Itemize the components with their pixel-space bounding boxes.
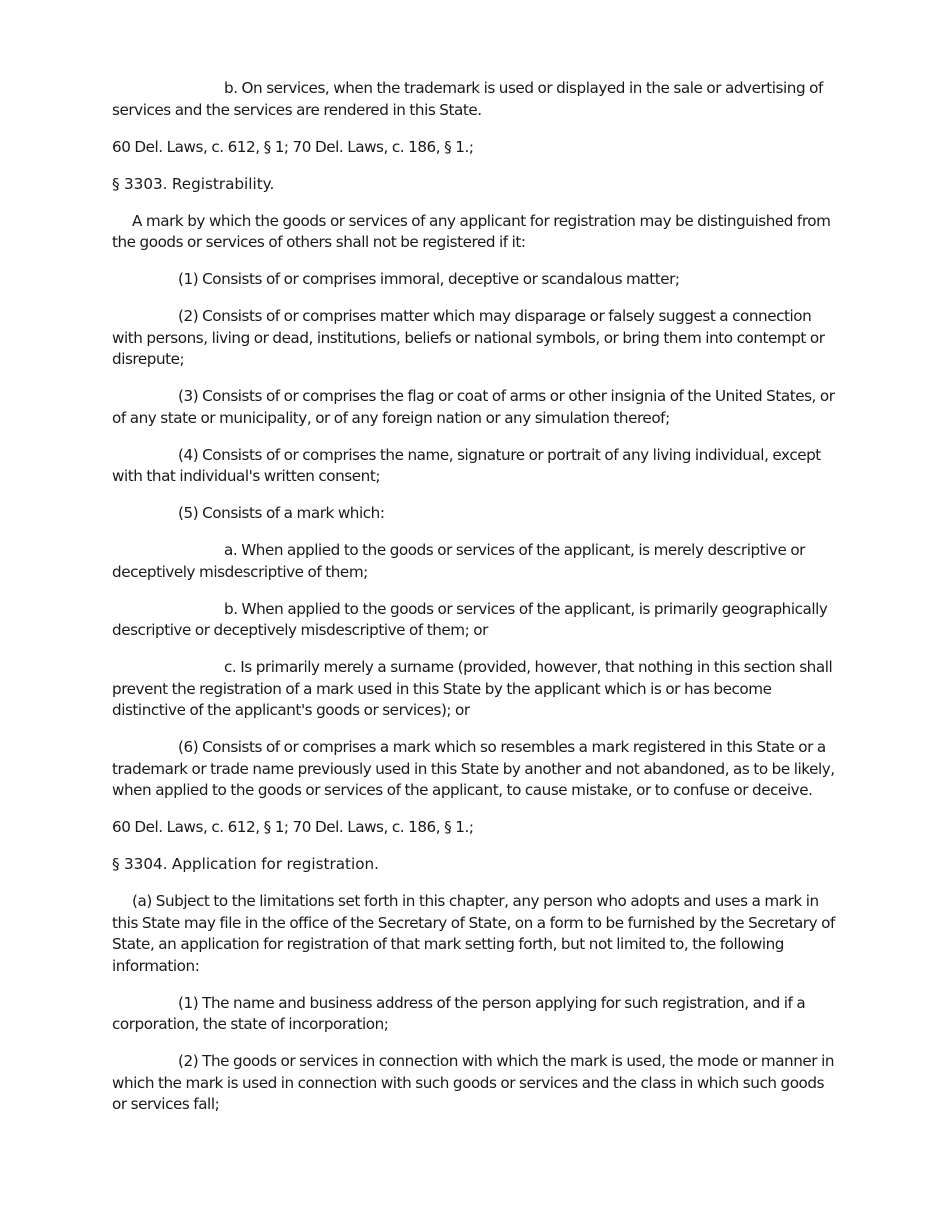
clause-6: (6) Consists of or comprises a mark which so resembles a mark registered in this State or a trademark or trade name previously used in this State by another and not abandoned, as to be likely, when applied to the goods or services of the applicant, to cause mistake, or to confuse or deceive. [112, 738, 835, 799]
clause-3: (3) Consists of or comprises the flag or coat of arms or other insignia of the United States, or of any state or municipality, or of any foreign nation or any simulation thereof; [112, 387, 835, 427]
clause-1: (1) Consists of or comprises immoral, deceptive or scandalous matter; [178, 270, 680, 288]
citation-3303: 60 Del. Laws, c. 612, § 1; 70 Del. Laws, c. 186, § 1.; [112, 818, 474, 836]
clause-2: (2) Consists of or comprises matter which may disparage or falsely suggest a connection with persons, living or dead, institutions, beliefs or national symbols, or bring them into contempt or disrepute; [112, 307, 825, 368]
clause-5c: c. Is primarily merely a surname (provided, however, that nothing in this section shall prevent the registration of a mark used in this State by the applicant which is or has become distinctive of the applicant's goods or services); or [112, 658, 833, 719]
citation-3302: 60 Del. Laws, c. 612, § 1; 70 Del. Laws, c. 186, § 1.; [112, 137, 474, 156]
subsection-b-services: b. On services, when the trademark is used or displayed in the sale or advertising of services and the services are rendered in this State. [112, 79, 823, 119]
section-3304-a-1: (1) The name and business address of the person applying for such registration, and if a corporation, the state of incorporation; [112, 993, 806, 1033]
clause-5b: b. When applied to the goods or services of the applicant, is primarily geographically descriptive or deceptively misdescriptive of them; or [112, 599, 828, 639]
clause-4: (4) Consists of or comprises the name, signature or portrait of any living individual, except with that individual's written consent; [112, 445, 821, 485]
section-heading-3304: § 3304. Application for registration. [112, 855, 379, 873]
section-3303-intro: A mark by which the goods or services of any applicant for registration may be distinguished from the goods or services of others shall not be registered if it: [112, 211, 831, 251]
clause-5: (5) Consists of a mark which: [178, 504, 385, 522]
section-heading-3303: § 3303. Registrability. [112, 174, 275, 193]
section-3304-a: (a) Subject to the limitations set forth in this chapter, any person who adopts and uses a mark in this State may file in the office of the Secretary of State, on a form to be furnished by the Secretary of State, an application for registration of that mark setting forth, but not limited to, the following information: [112, 892, 835, 975]
section-3304-a-2: (2) The goods or services in connection with which the mark is used, the mode or manner in which the mark is used in connection with such goods or services and the class in which such goods or services fall; [112, 1052, 835, 1113]
document-body [112, 78, 840, 1131]
clause-5a: a. When applied to the goods or services of the applicant, is merely descriptive or deceptively misdescriptive of them; [112, 541, 805, 581]
